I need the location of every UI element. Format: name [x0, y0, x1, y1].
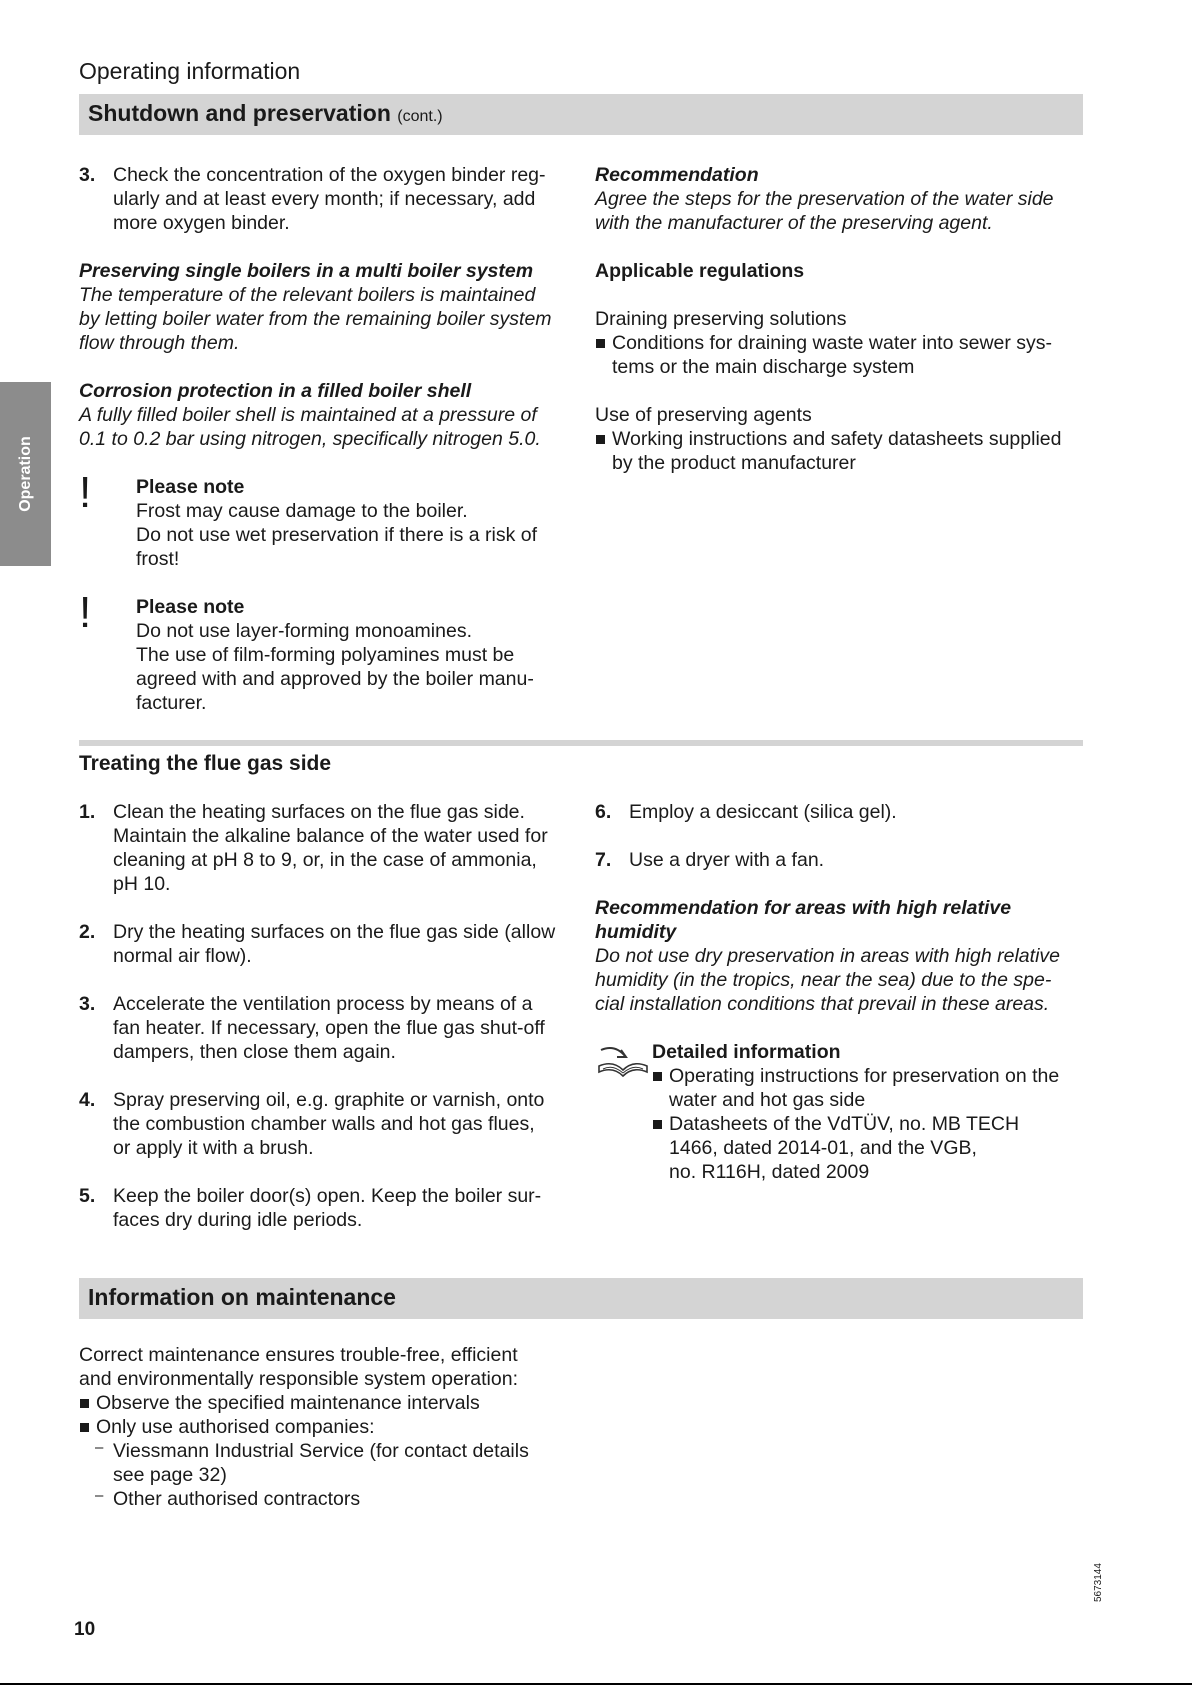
text-line: A fully filled boiler shell is maintained at a pressure of	[79, 404, 537, 426]
text-line: Frost may cause damage to the boiler.	[136, 500, 468, 522]
bullet-item	[595, 331, 1087, 379]
subheading: Recommendation for areas with high relative	[595, 897, 1012, 919]
step-line: Clean the heating surfaces on the flue gas side.	[113, 801, 525, 823]
text-line: humidity (in the tropics, near the sea) due to the spe-	[595, 969, 1052, 991]
section-band-maintenance	[79, 1278, 1083, 1319]
step-number: 3.	[79, 164, 96, 186]
subheading: humidity	[595, 921, 677, 943]
band-title	[88, 101, 443, 129]
text-line: by letting boiler water from the remaining boiler system	[79, 308, 552, 330]
text-line: by the product manufacturer	[612, 452, 856, 474]
page-number: 10	[74, 1619, 96, 1640]
step-line: fan heater. If necessary, open the flue gas shut-off	[113, 1017, 545, 1039]
text-line: see page 32)	[113, 1464, 227, 1486]
text-line: cial installation conditions that prevail in these areas.	[595, 993, 1050, 1015]
section-band-shutdown	[79, 94, 1083, 135]
step-number: 4.	[79, 1089, 96, 1111]
text-line: no. R116H, dated 2009	[669, 1161, 870, 1183]
document-id: 5673144	[1093, 1563, 1104, 1602]
side-tab-operation	[0, 382, 51, 566]
bullet-item	[595, 427, 1087, 475]
flue-step-2	[79, 920, 579, 968]
text-line: with the manufacturer of the preserving agent.	[595, 212, 993, 234]
bullet-item: Observe the specified maintenance intervals	[79, 1391, 579, 1415]
text-line: Draining preserving solutions	[595, 308, 847, 330]
step-number: 3.	[79, 993, 96, 1015]
flue-step-1	[79, 800, 579, 896]
step-line: or apply it with a brush.	[113, 1137, 314, 1159]
band-title-cont: (cont.)	[397, 108, 443, 125]
flue-step-3	[79, 992, 579, 1064]
warning-icon: !	[79, 588, 92, 637]
text-line: Correct maintenance ensures trouble-free, efficient	[79, 1344, 518, 1366]
single-boiler-block	[79, 259, 569, 355]
flue-step-4	[79, 1088, 579, 1160]
bullet-item	[652, 1064, 1087, 1112]
text-line: – Viessmann Industrial Service (for contact details	[113, 1440, 529, 1462]
dash-item: – Other authorised contractors	[79, 1487, 579, 1511]
maintenance-block	[79, 1343, 579, 1511]
step-line: the combustion chamber walls and hot gas flues,	[113, 1113, 535, 1135]
text-line: facturer.	[136, 692, 207, 714]
step-line: Employ a desiccant (silica gel).	[629, 801, 897, 823]
bullet-item	[652, 1112, 1087, 1184]
step-line: cleaning at pH 8 to 9, or, in the case of ammonia,	[113, 849, 537, 871]
detailed-heading: Detailed information	[652, 1041, 841, 1063]
warning-icon: !	[79, 468, 92, 517]
right-column-flue	[595, 800, 1087, 1184]
step-number: 2.	[79, 921, 96, 943]
step-line: Dry the heating surfaces on the flue gas side (allow	[113, 921, 556, 943]
text-line: frost!	[136, 548, 180, 570]
flue-step-6	[595, 800, 1087, 824]
step-line: dampers, then close them again.	[113, 1041, 396, 1063]
book-reference-icon	[595, 1042, 649, 1082]
text-line: The temperature of the relevant boilers is maintained	[79, 284, 536, 306]
section-header: Operating information	[79, 58, 301, 84]
text-line: Datasheets of the VdTÜV, no. MB TECH	[669, 1113, 1020, 1135]
step-line: ularly and at least every month; if necessary, add	[113, 188, 536, 210]
text-line: tems or the main discharge system	[612, 356, 915, 378]
step-3	[79, 163, 569, 235]
text-line: The use of film-forming polyamines must be	[136, 644, 515, 666]
left-column-flue	[79, 800, 579, 1232]
step-line: Keep the boiler door(s) open. Keep the boiler sur-	[113, 1185, 542, 1207]
text-line: and environmentally responsible system operation:	[79, 1368, 518, 1390]
text-line: Do not use wet preservation if there is a risk of	[136, 524, 538, 546]
text-line: agreed with and approved by the boiler manu-	[136, 668, 534, 690]
side-tab-label: Operation	[16, 436, 34, 512]
detailed-information-block	[595, 1040, 1087, 1184]
step-line: Spray preserving oil, e.g. graphite or varnish, onto	[113, 1089, 545, 1111]
text-line: Operating instructions for preservation on the	[669, 1065, 1060, 1087]
subheading: Preserving single boilers in a multi boiler system	[79, 260, 534, 282]
subheading: Applicable regulations	[595, 260, 805, 282]
subheading: Recommendation	[595, 164, 759, 186]
step-line: normal air flow).	[113, 945, 252, 967]
step-number: 1.	[79, 801, 96, 823]
step-line: Use a dryer with a fan.	[629, 849, 825, 871]
flue-step-7	[595, 848, 1087, 872]
corrosion-block	[79, 379, 569, 451]
please-note-frost	[79, 468, 569, 571]
subheading: Corrosion protection in a filled boiler shell	[79, 380, 472, 402]
flue-step-5	[79, 1184, 579, 1232]
text-line: Use of preserving agents	[595, 404, 812, 426]
section-divider	[79, 740, 1083, 746]
text-line: 0.1 to 0.2 bar using nitrogen, specifically nitrogen 5.0.	[79, 428, 541, 450]
step-line: Accelerate the ventilation process by means of a	[113, 993, 533, 1015]
step-line: faces dry during idle periods.	[113, 1209, 363, 1231]
left-column-preservation	[79, 163, 569, 715]
step-line: pH 10.	[113, 873, 171, 895]
section-title-flue: Treating the flue gas side	[79, 752, 332, 775]
text-line: Do not use dry preservation in areas with high relative	[595, 945, 1060, 967]
step-number: 5.	[79, 1185, 96, 1207]
dash-item	[79, 1439, 579, 1487]
text-line: water and hot gas side	[669, 1089, 866, 1111]
text-line: Working instructions and safety datasheets supplied	[612, 428, 1062, 450]
note-heading: Please note	[136, 596, 245, 618]
step-number: 7.	[595, 849, 612, 871]
please-note-monoamines	[79, 588, 569, 715]
step-line: Maintain the alkaline balance of the water used for	[113, 825, 548, 847]
note-heading: Please note	[136, 476, 245, 498]
band-title: Information on maintenance	[88, 1284, 396, 1310]
bullet-item: Only use authorised companies:	[79, 1415, 579, 1439]
band-title-text: Shutdown and preservation	[88, 100, 391, 126]
step-line: Check the concentration of the oxygen binder reg-	[113, 164, 546, 186]
text-line: 1466, dated 2014-01, and the VGB,	[669, 1137, 977, 1159]
step-line: more oxygen binder.	[113, 212, 290, 234]
text-line: Agree the steps for the preservation of the water side	[595, 188, 1054, 210]
right-column-preservation	[595, 163, 1087, 475]
text-line: Do not use layer-forming monoamines.	[136, 620, 472, 642]
text-line: Conditions for draining waste water into sewer sys-	[612, 332, 1053, 354]
text-line: flow through them.	[79, 332, 240, 354]
step-number: 6.	[595, 801, 612, 823]
